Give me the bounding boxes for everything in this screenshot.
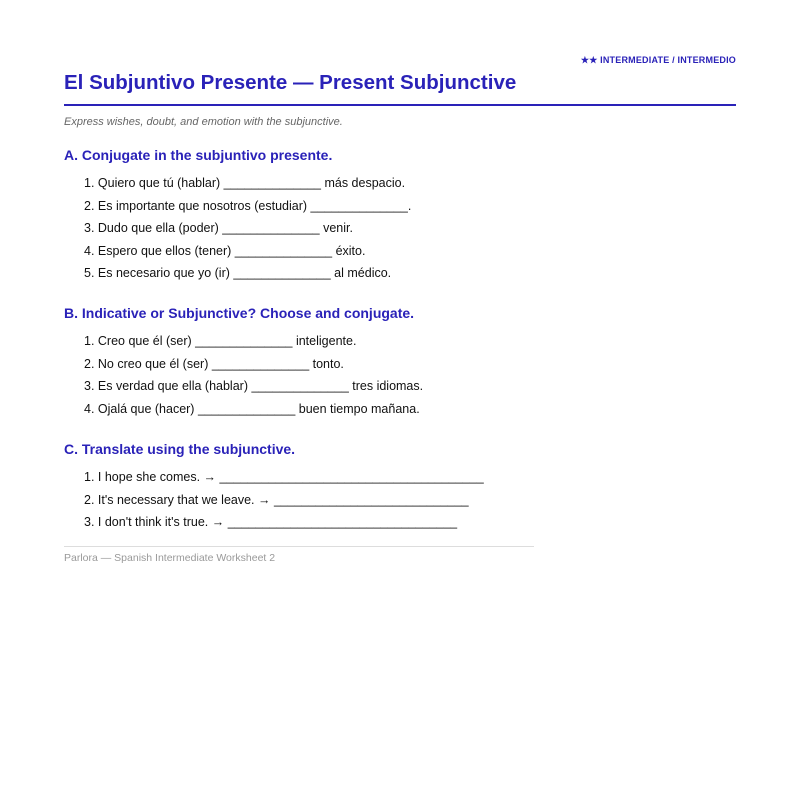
exercise-item: 1. Quiero que tú (hablar) ______________ más despacio. [84, 176, 406, 190]
section-c-heading: C. Translate using the subjunctive. [64, 441, 296, 457]
exercise-item: 1. Creo que él (ser) ______________ inteligente. [84, 334, 357, 348]
exercise-item: 1. I hope she comes. → ______________________________________ [84, 470, 484, 484]
section-b-list [64, 330, 736, 420]
section-c-list [64, 466, 736, 534]
section-a [64, 147, 736, 285]
title-divider [64, 104, 736, 106]
footer-text: Parlora — Spanish Intermediate Worksheet 2 [64, 552, 276, 564]
section-c [64, 441, 736, 534]
exercise-item: 3. I don't think it's true. → _________________________________ [84, 515, 458, 530]
exercise-item: 3. Dudo que ella (poder) ______________ venir. [84, 221, 353, 236]
level-badge: ★★ INTERMEDIATE / INTERMEDIO [580, 55, 736, 65]
exercise-item: 4. Espero que ellos (tener) ______________ éxito. [84, 243, 366, 258]
exercise-item: 4. Ojalá que (hacer) ______________ buen tiempo mañana. [84, 401, 420, 416]
section-a-heading: A. Conjugate in the subjuntivo presente. [64, 147, 333, 163]
page-title: El Subjuntivo Presente — Present Subjunctive [64, 71, 517, 94]
section-a-list [64, 172, 736, 285]
page-subtitle: Express wishes, doubt, and emotion with the subjunctive. [64, 116, 343, 128]
exercise-item: 5. Es necesario que yo (ir) ______________ al médico. [84, 266, 392, 281]
exercise-item: 2. No creo que él (ser) ______________ tonto. [84, 356, 344, 371]
footer-divider [64, 546, 534, 547]
section-b-heading: B. Indicative or Subjunctive? Choose and conjugate. [64, 305, 415, 321]
exercise-item: 3. Es verdad que ella (hablar) ______________ tres idiomas. [84, 379, 424, 394]
exercise-item: 2. It's necessary that we leave. → ____________________________ [84, 492, 469, 507]
exercise-item: 2. Es importante que nosotros (estudiar) ______________. [84, 198, 412, 213]
section-b [64, 305, 736, 420]
